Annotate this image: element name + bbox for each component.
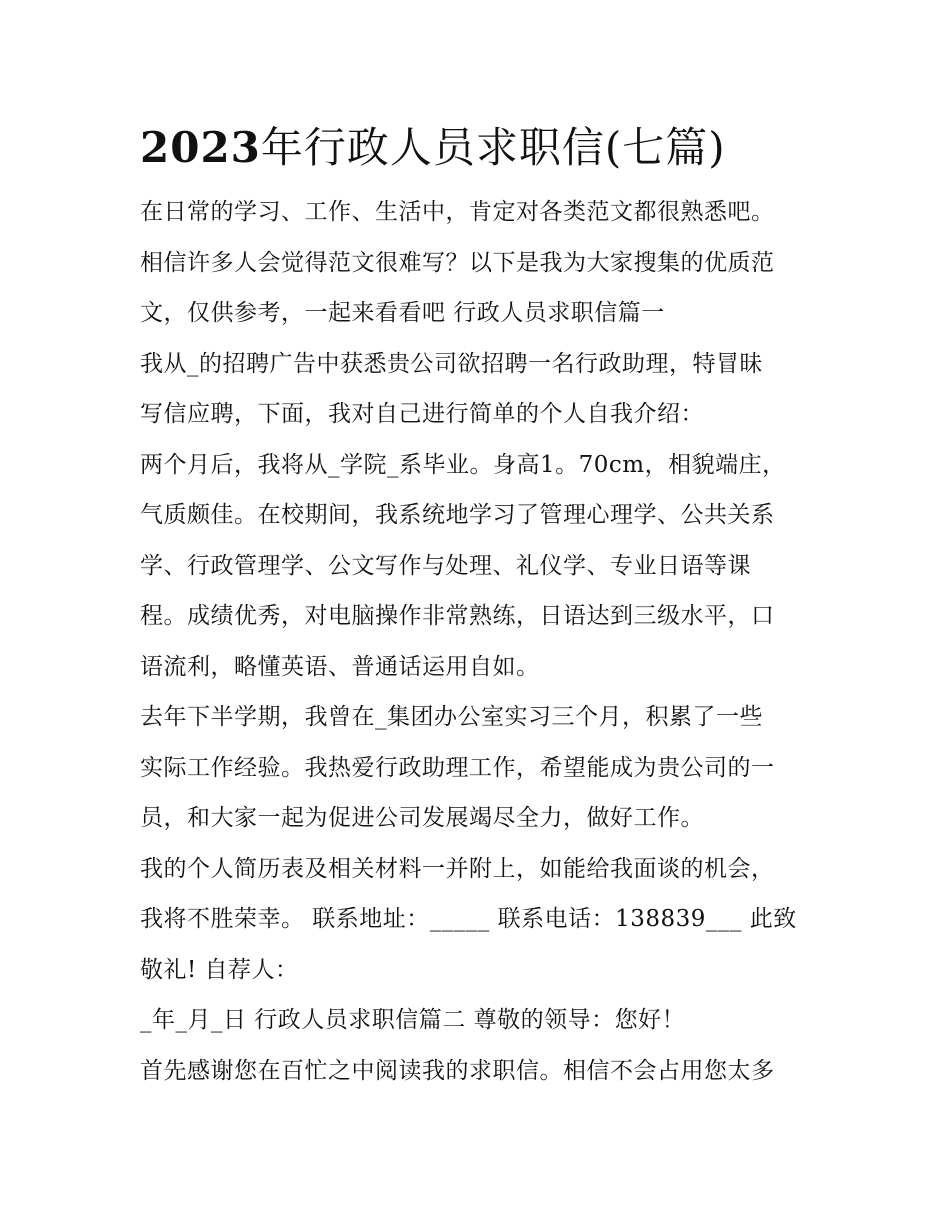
text-line: 语流利，略懂英语、普通话运用自如。	[140, 653, 540, 680]
text-line: 员，和大家一起为促进公司发展竭尽全力，做好工作。	[140, 805, 704, 831]
document-page	[140, 118, 820, 1096]
title-year: 2023	[140, 123, 261, 172]
text-line: 气质颇佳。在校期间，我系统地学习了管理心理学、公共关系	[140, 502, 775, 528]
text-line: _年_月_日 行政人员求职信篇二 尊敬的领导：您好！	[140, 1007, 686, 1033]
text-line: 两个月后，我将从_学院_系毕业。身高1。70cm，相貌端庄，	[140, 451, 786, 478]
text-line: 我的个人简历表及相关材料一并附上，如能给我面谈的机会，	[140, 855, 775, 882]
text-line: 在日常的学习、工作、生活中，肯定对各类范文都很熟悉吧。	[140, 199, 775, 225]
text-line: 实际工作经验。我热爱行政助理工作，希望能成为贵公司的一	[140, 754, 775, 781]
text-line: 文，仅供参考，一起来看看吧 行政人员求职信篇一	[140, 300, 665, 326]
title-text: 年行政人员求职信(七篇)	[260, 123, 726, 172]
text-line: 学、行政管理学、公文写作与处理、礼仪学、专业日语等课	[140, 552, 751, 579]
text-line: 我将不胜荣幸。 联系地址：_____ 联系电话：138839___ 此致	[140, 906, 797, 932]
text-line: 我从_的招聘广告中获悉贵公司欲招聘一名行政助理，特冒昧	[140, 350, 763, 377]
text-line: 程。成绩优秀，对电脑操作非常熟练，日语达到三级水平，口	[140, 603, 775, 629]
text-line: 敬礼! 自荐人：	[140, 956, 299, 983]
document-title	[140, 118, 820, 178]
document-body	[140, 187, 820, 1096]
text-line: 首先感谢您在百忙之中阅读我的求职信。相信不会占用您太多	[140, 1057, 775, 1084]
text-line: 去年下半学期，我曾在_集团办公室实习三个月，积累了一些	[140, 704, 763, 730]
text-line: 相信许多人会觉得范文很难写？以下是我为大家搜集的优质范	[140, 249, 775, 276]
text-line: 写信应聘，下面，我对自己进行简单的个人自我介绍：	[140, 401, 704, 427]
